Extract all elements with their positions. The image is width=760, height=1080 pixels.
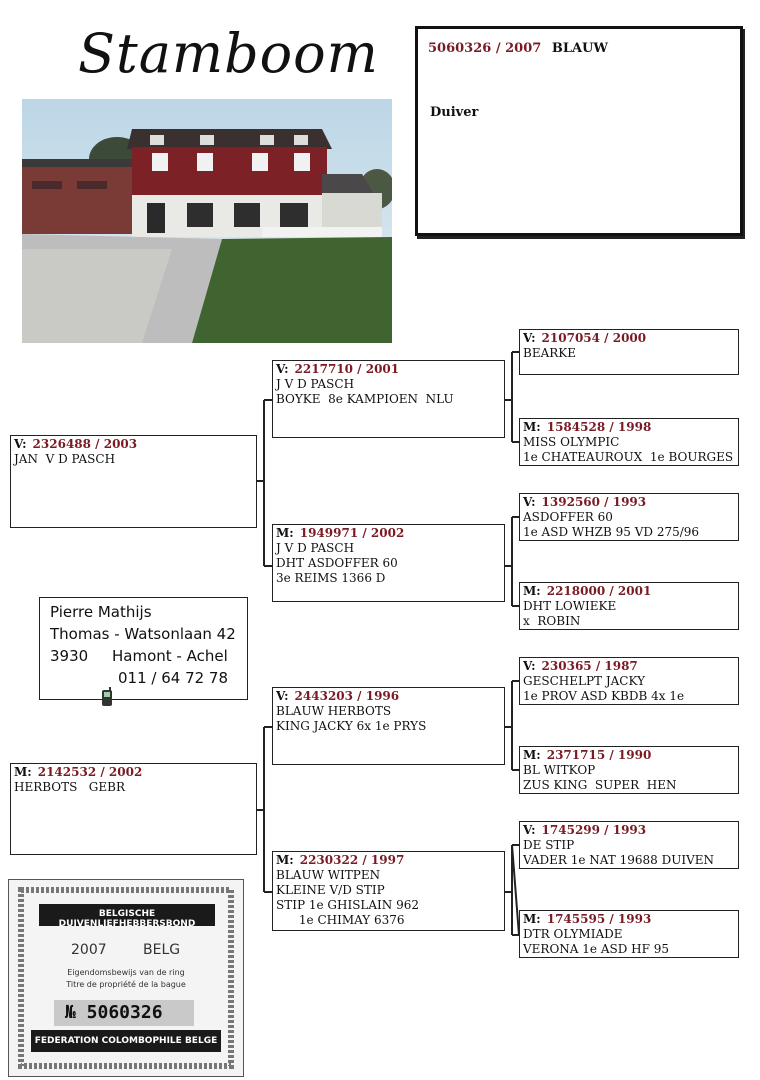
pedigree-line: KLEINE V/D STIP [276,883,385,897]
pedigree-line: VERONA 1e ASD HF 95 [523,942,670,956]
page-title: Stamboom [78,22,379,85]
pedigree-line: MISS OLYMPIC [523,435,620,449]
sex-label: M: [276,853,294,867]
pedigree-line: VADER 1e NAT 19688 DUIVEN [523,853,715,867]
sex-label: M: [523,748,541,762]
pedigree-line: BLAUW HERBOTS [276,704,392,718]
pedigree-line: 1e PROV ASD KBDB 4x 1e [523,689,685,703]
pedigree-line: 1e ASD WHZB 95 VD 275/96 [523,525,700,539]
pedigree-line: DTR OLYMIADE [523,927,623,941]
sex-label: V: [523,659,536,673]
ddd-box [519,910,739,958]
pedigree-line: DE STIP [523,838,575,852]
owner-street: Thomas - Watsonlaan 42 [50,625,236,643]
sex-label: M: [14,765,32,779]
dam-dam-box [272,851,505,931]
pedigree-line: JAN V D PASCH [14,452,116,466]
ring-number: 2142532 / 2002 [37,765,143,779]
contact-card [39,597,248,700]
pedigree-line: ZUS KING SUPER HEN [523,778,677,792]
pedigree-line: DHT LOWIEKE [523,599,617,613]
ring-number: 2443203 / 1996 [294,689,400,703]
ring-number: 2218000 / 2001 [546,584,652,598]
pigeon-ring-number: 5060326 / 2007 [428,41,542,56]
pedigree-line: 1e CHIMAY 6376 [276,913,405,927]
ring-number: 1745299 / 1993 [541,823,647,837]
dam-box [10,763,257,855]
dss-box [519,657,739,705]
certificate-line-fr: Titre de propriété de la bague [66,980,186,989]
certificate-country: BELG [143,942,181,958]
sex-label: V: [276,362,289,376]
sex-label: V: [523,331,536,345]
certificate-ring-number: № 5060326 [65,1002,163,1023]
sex-label: M: [523,584,541,598]
pedigree-line: BL WITKOP [523,763,596,777]
owner-phone: 011 / 64 72 78 [118,669,229,687]
pigeon-color: BLAUW [551,41,608,56]
sss-box [519,329,739,375]
pedigree-line: 1e CHATEAUROUX 1e BOURGES [523,450,734,464]
pedigree-line: DHT ASDOFFER 60 [276,556,398,570]
certificate-bottom-banner: FEDERATION COLOMBOPHILE BELGE [34,1036,218,1046]
ring-number: 1392560 / 1993 [541,495,647,509]
ring-number: 2107054 / 2000 [541,331,647,345]
ring-number: 2217710 / 2001 [294,362,400,376]
sex-label: V: [276,689,289,703]
pedigree-line: HERBOTS GEBR [14,780,126,794]
certificate-top-banner: BELGISCHE DUIVENLIEFHEBBERSBOND [58,909,196,929]
pedigree-line: x ROBIN [523,614,581,628]
ring-number: 2326488 / 2003 [32,437,138,451]
owner-phone-row [50,669,237,691]
pedigree-line: J V D PASCH [276,377,355,391]
sire-dam-box [272,524,505,602]
pedigree-line: J V D PASCH [276,541,355,555]
sex-label: V: [14,437,27,451]
pedigree-line: 3e REIMS 1366 D [276,571,386,585]
ring-number: 1949971 / 2002 [299,526,405,540]
certificate-year: 2007 [71,942,107,958]
pigeon-label: Duiver [430,105,479,120]
sds-box [519,493,739,541]
sire-sire-box [272,360,505,438]
pedigree-line: BEARKE [523,346,577,360]
dds-box [519,821,739,869]
pedigree-line: BLAUW WITPEN [276,868,381,882]
ssd-box [519,418,739,466]
sex-label: V: [523,495,536,509]
sex-label: M: [523,420,541,434]
sex-label: M: [276,526,294,540]
ring-number: 2371715 / 1990 [546,748,652,762]
sire-box [10,435,257,528]
ring-number: 1745595 / 1993 [546,912,652,926]
pedigree-line: GESCHELPT JACKY [523,674,646,688]
sex-label: M: [523,912,541,926]
ring-number: 230365 / 1987 [541,659,638,673]
owner-name: Pierre Mathijs [50,603,152,621]
ring-number: 2230322 / 1997 [299,853,405,867]
certificate-line-nl: Eigendomsbewijs van de ring [67,968,185,977]
owner-city: 3930 Hamont - Achel [50,647,228,665]
pedigree-line: STIP 1e GHISLAIN 962 [276,898,420,912]
ring-certificate [8,879,244,1077]
dsd-box [519,746,739,794]
ring-number: 1584528 / 1998 [546,420,652,434]
dam-sire-box [272,687,505,765]
sdd-box [519,582,739,630]
pedigree-line: ASDOFFER 60 [523,510,613,524]
pedigree-line: BOYKE 8e KAMPIOEN NLU [276,392,454,406]
mobile-phone-icon [72,669,113,729]
sex-label: V: [523,823,536,837]
pedigree-line: KING JACKY 6x 1e PRYS [276,719,427,733]
